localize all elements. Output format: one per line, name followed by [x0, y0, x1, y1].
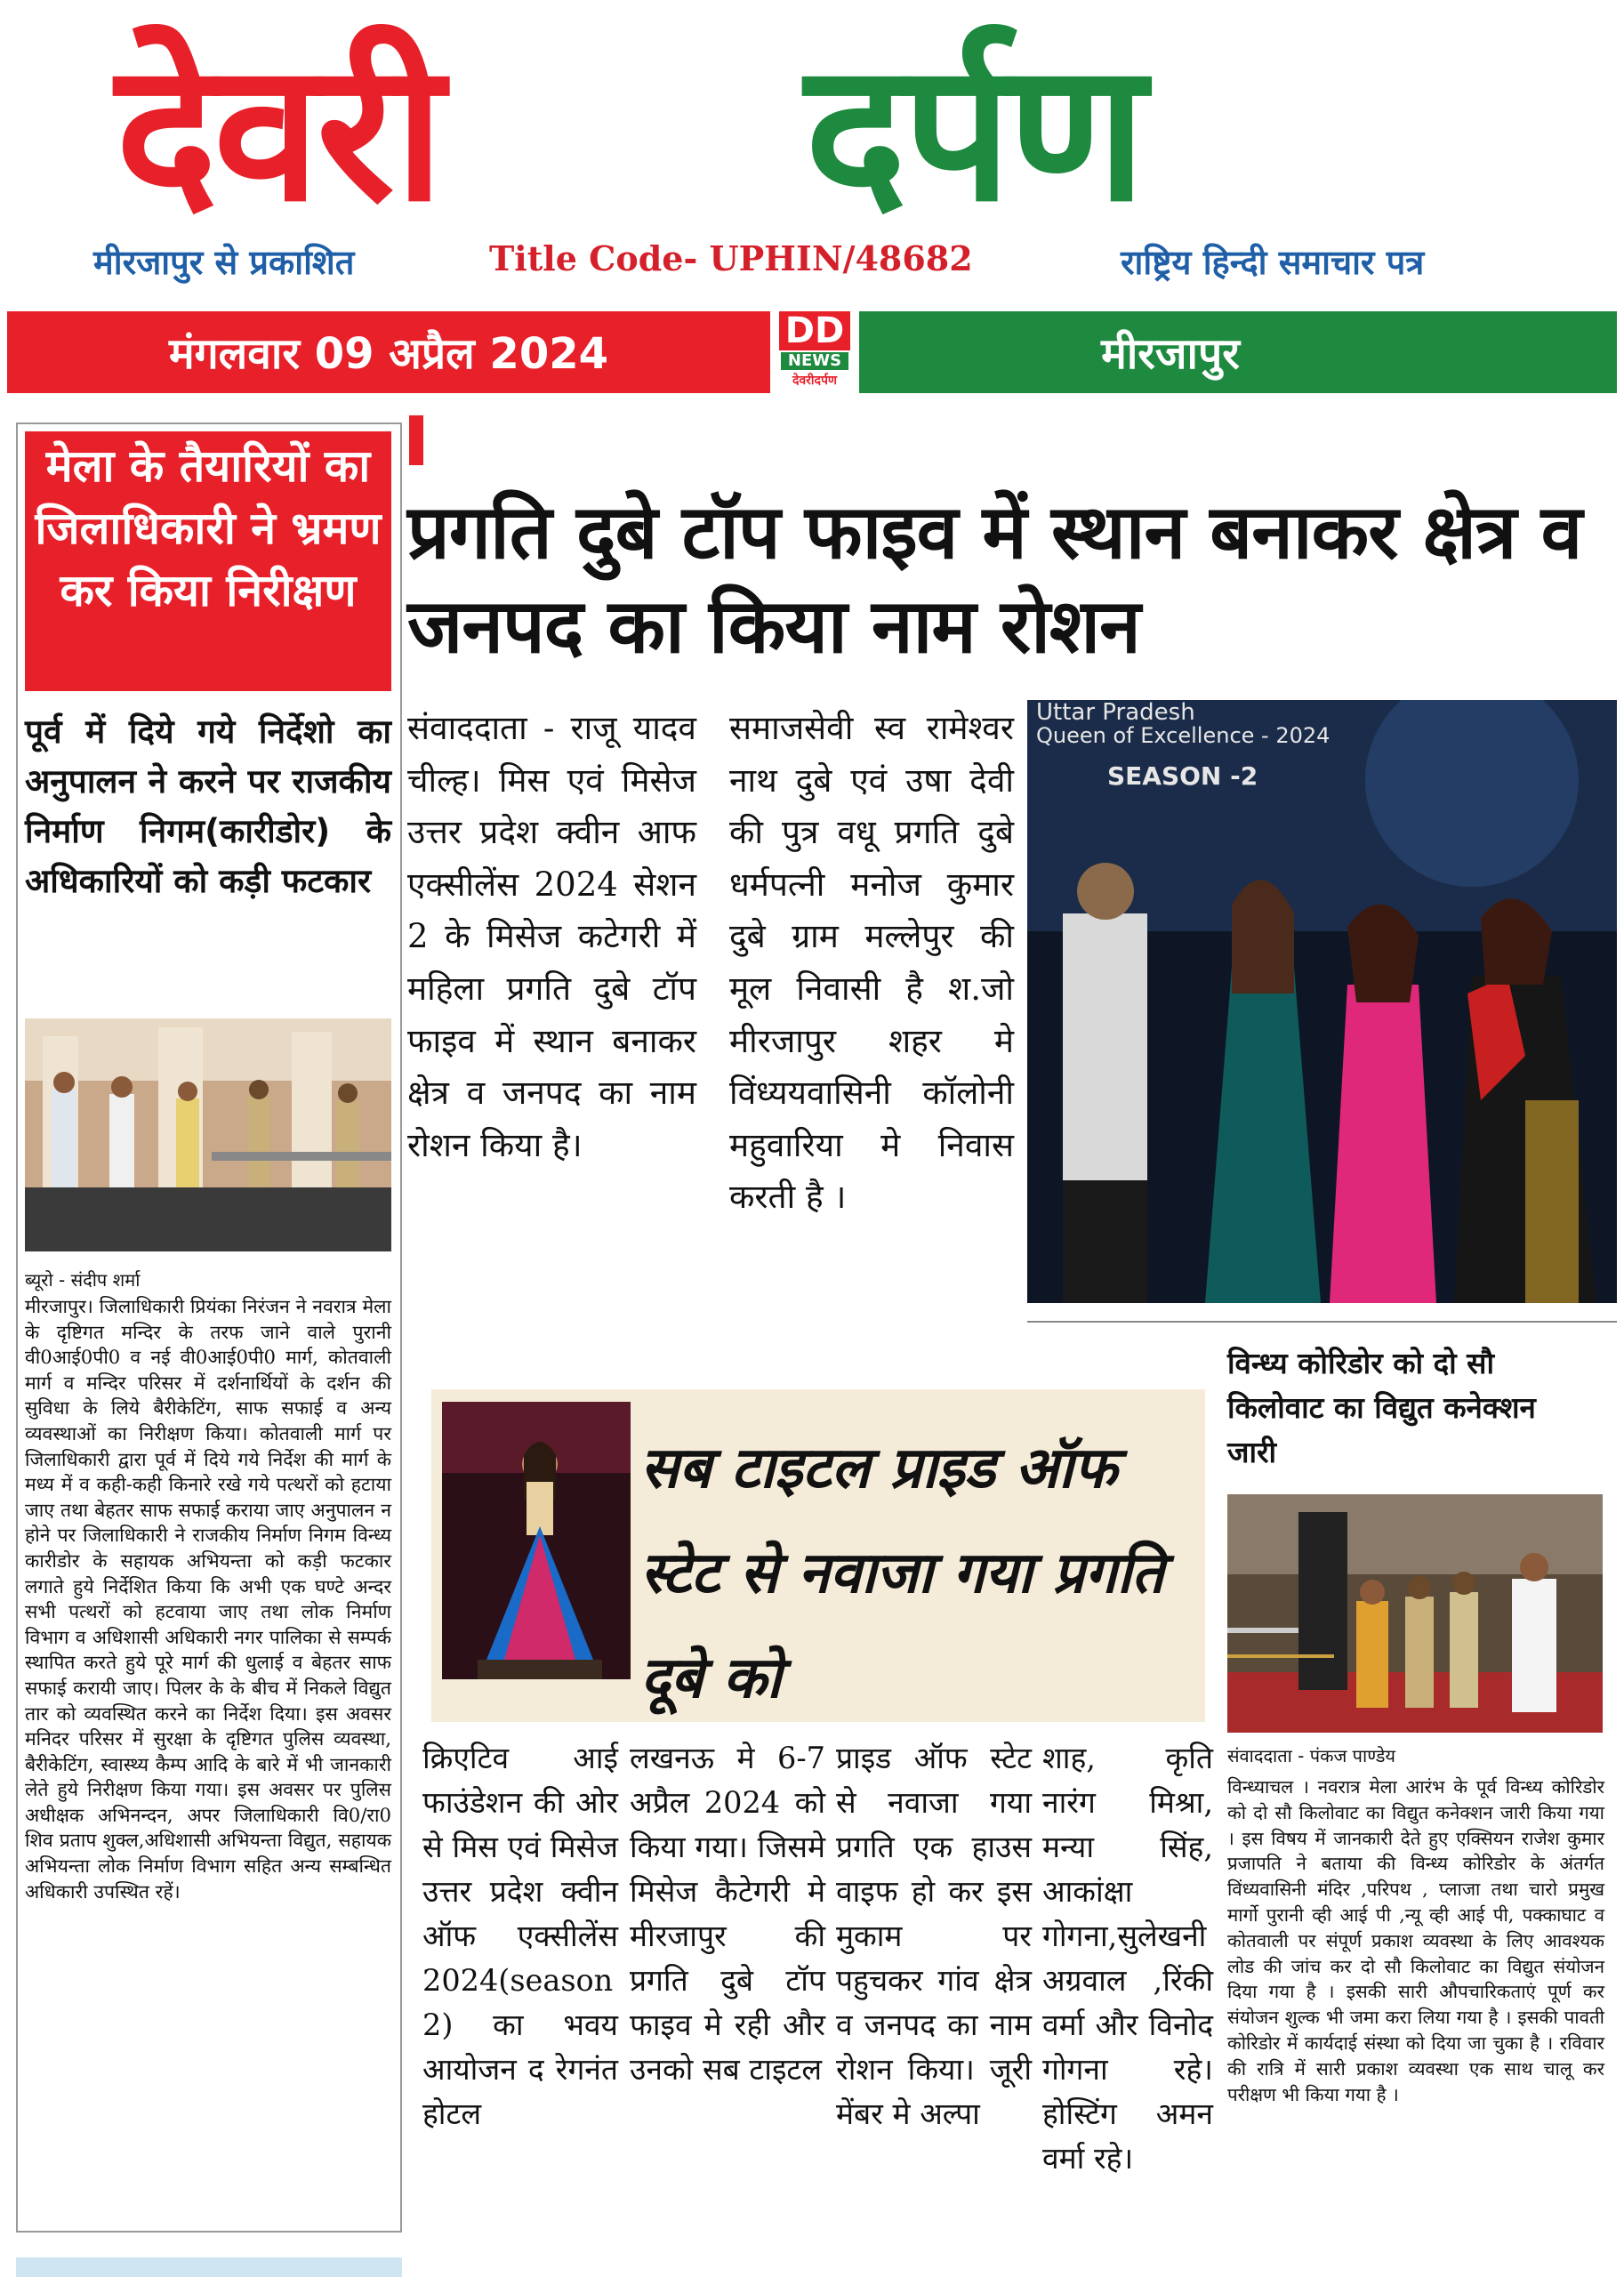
masthead-title-left: देवरी	[116, 19, 441, 244]
edition-city: मीरजापुर	[1101, 328, 1240, 379]
left-story-headline: मेला के तैयारियों का जिलाधिकारी ने भ्रमण कर किया निरीक्षण	[25, 431, 391, 691]
title-code: Title Code- UPHIN/48682	[489, 238, 973, 278]
main-story-headline: प्रगति दुबे टॉप फाइव में स्थान बनाकर क्षेत्र व जनपद का किया नाम रोशन	[407, 487, 1582, 670]
paper-type: राष्ट्रिय हिन्दी समाचार पत्र	[1121, 242, 1425, 282]
inspection-photo	[25, 1018, 391, 1251]
main-story-column-1: संवाददाता - राजू यादव चील्ह। मिस एवं मिसेज उत्तर प्रदेश क्वीन आफ एक्सीलेंस 2024 सेशन 2 के मिसेज कटेगरी में महिला प्रगति दुबे टॉप फाइव में स्थान बनाकर क्षेत्र व जनपद का नाम रोशन किया है।	[407, 709, 696, 1164]
sub-story-column-2: लखनऊ मे 6-7 अप्रैल 2024 को किया गया। जिसमे मिसेज कैटेगरी मे मीरजापुर की प्रगति दुबे टॉप फाइव मे रही और उनको सब टाइटल	[630, 1741, 825, 2087]
sub-story-headline: सब टाइटल प्राइड ऑफ स्टेट से नवाजा गया प्रगति दूबे को	[640, 1436, 1164, 1711]
masthead-title-right: दर्पण	[805, 19, 1143, 244]
right-story-headline: विन्ध्य कोरिडोर को दो सौ किलोवाट का विद्युत कनेक्शन जारी	[1227, 1346, 1536, 1469]
corridor-photo	[1227, 1494, 1603, 1733]
photo-banner-line1: Uttar Pradesh	[1036, 700, 1195, 726]
performance-photo	[442, 1402, 631, 1679]
right-story-byline: संवाददाता - पंकज पाण्डेय	[1227, 1745, 1396, 1766]
published-from: मीरजापुर से प्रकाशित	[93, 242, 355, 282]
sub-story-column-3: प्राइड ऑफ स्टेट से नवाजा गया प्रगति एक हाउस वाइफ हो कर इस मुकाम पर पहुचकर गांव क्षेत्र व जनपद का नाम रोशन किया। जूरी मेंबर मे अल्पा	[836, 1741, 1032, 2131]
left-story-byline: ब्यूरो - संदीप शर्मा	[25, 1269, 141, 1291]
main-story-column-2: समाजसेवी स्व रामेश्वर नाथ दुबे एवं उषा देवी की पुत्र वधू प्रगति दुबे धर्मपत्नी मनोज कुमार दुबे ग्राम मल्लेपुर की मूल निवासी है श.जो मीरजापुर शहर मे विंध्ययवासिनी कॉलोनी महुवारिया मे निवास करती है ।	[729, 709, 1014, 1217]
bottom-strip	[16, 2257, 402, 2277]
section-divider	[1027, 1321, 1617, 1323]
sub-story-column-1: क्रिएटिव आई फाउंडेशन की ओर से मिस एवं मिसेज उत्तर प्रदेश क्वीन ऑफ एक्सीलेंस 2024(season 2) का भवय आयोजन द रेगनंत होटल	[422, 1741, 618, 2131]
dd-news-logo	[772, 311, 857, 393]
right-story-body: विन्ध्याचल । नवरात्र मेला आरंभ के पूर्व विन्ध्य कोरिडोर को दो सौ किलोवाट का विद्युत कनेक्शन जारी किया गया । इस विषय में जानकारी देते हुए एक्सियन राजेश कुमार प्रजापति ने बताया की विन्ध्य कोरिडोर के अंतर्गत विंध्यवासिनी मंदिर ,परिपथ , प्लाजा तथा चारो प्रमुख मार्गो पुरानी व्ही आई पी ,न्यू व्ही आई पी, पक्काघाट व कोतवाली पर संपूर्ण प्रकाश व्यवस्था के लिए आवश्यक लोड की जांच कर दो सौ किलोवाट का विद्युत संयोजन दिया गया है । इसकी सारी औपचारिकताएं पूर्ण कर संयोजन शुल्क भी जमा करा लिया गया है । इसकी पावती कोरिडोर में कार्यदाई संस्था को दिया जा चुका है । रविवार की रात्रि में सारी प्रकाश व्यवस्था एक साथ चालू कर परीक्षण भी किया गया है ।	[1227, 1776, 1604, 2105]
logo-mark: DD	[779, 311, 850, 350]
issue-date: मंगलवार 09 अप्रैल 2024	[168, 328, 609, 379]
headline-marker	[409, 415, 423, 465]
logo-news: NEWS	[781, 352, 848, 370]
award-stage-photo	[1027, 700, 1617, 1303]
photo-banner-line2: Queen of Excellence - 2024	[1036, 723, 1331, 748]
left-story-body: मीरजापुर। जिलाधिकारी प्रियंका निरंजन ने नवरात्र मेला के दृष्टिगत मन्दिर के तरफ जाने वाले पुरानी वी0आई0पी0 व नई वी0आई0पी0 मार्ग, कोतवाली मार्ग व मन्दिर परिसर में दर्शनार्थियों के दर्शन की सुविधा के लिये बैरीकेटिंग, साफ सफाई व अन्य व्यवस्थाओं का निरीक्षण किया। कोतवाली मार्ग पर जिलाधिकारी द्वारा पूर्व में दिये गये निर्देश की मार्ग के मध्य में व कही-कही किनारे रखे गये पत्थरों को हटाया जाए तथा बेहतर साफ सफाई कराया जाए अनुपालन न होने पर जिलाधिकारी ने राजकीय निर्माण निगम विन्ध्य कारीडोर के सहायक अभियन्ता को कड़ी फटकार लगाते हुये निर्देशित किया कि अभी एक घण्टे अन्दर सभी पत्थरों को हटवाया जाए तथा लोक निर्माण विभाग व अधिशासी अधिकारी नगर पालिका से सम्पर्क स्थापित करते हुये पूरे मार्ग की धुलाई व बेहतर साफ सफाई करायी जाए। पिलर के के बीच में निकले विद्युत तार को व्यवस्थित करने का निर्देश दिया। इस अवसर मनिदर परिसर में सुरक्षा के दृष्टिगत पुलिस व्यवस्था, बैरीकेटिंग, स्वास्थ्य कैम्प आदि के बारे में भी जानकारी लेते हुये निरीक्षण किया गया। इस अवसर पर पुलिस अधीक्षक अभिनन्दन, अपर जिलाधिकारी वि0/रा0 शिव प्रताप शुक्ल,अधिशासी अभियन्ता विद्युत, सहायक अभियन्ता लोक निर्माण विभाग सहित अन्य सम्बन्धित अधिकारी उपस्थित रहें।	[25, 1295, 391, 1903]
sub-story-column-4: शाह, कृति नारंग मिश्रा, मन्या सिंह, आकांक्षा गोगना,सुलेखनी अग्रवाल ,रिंकी वर्मा और विनोद गोगना रहे। होस्टिंग अमन वर्मा रहे।	[1042, 1741, 1213, 2176]
left-story-subheadline: पूर्व में दिये गये निर्देशो का अनुपालन ने करने पर राजकीय निर्माण निगम(कारीडोर) के अधिकारियों को कड़ी फटकार	[25, 712, 391, 900]
logo-caption: देवरीदर्पण	[792, 374, 838, 388]
photo-banner-line3: SEASON -2	[1107, 761, 1258, 791]
